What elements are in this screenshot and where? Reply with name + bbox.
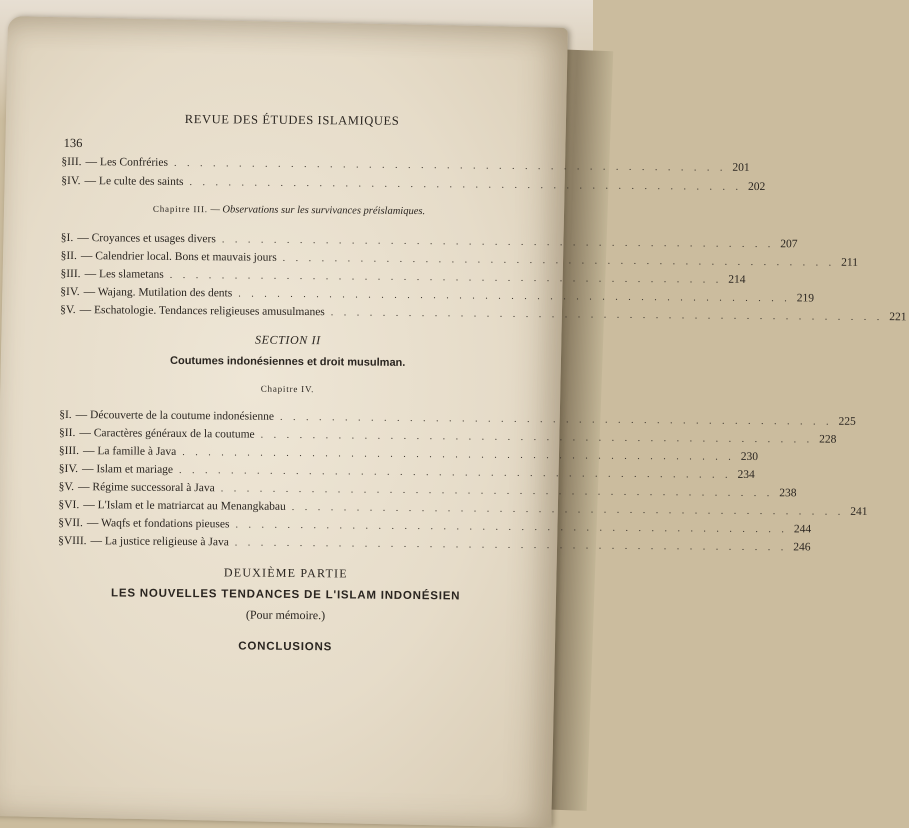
entry-page: 241 <box>850 505 868 518</box>
toc-entry <box>58 444 759 464</box>
chapter-title: — Observations sur les survivances préislamiques. <box>210 204 426 218</box>
entry-number: III. <box>66 267 81 281</box>
entry-number: III. <box>64 444 80 458</box>
entry-number: V. <box>65 303 76 317</box>
entry-number: I. <box>64 408 72 422</box>
dot-leader: . . . . . . . . . . . . . . . . . . . . . . . . . . . . . . . . . . . . . . . . . . . <box>179 464 732 481</box>
chapter-3-heading <box>39 203 539 218</box>
section-mark: § <box>59 426 65 439</box>
conclusions-heading: CONCLUSIONS <box>238 640 333 654</box>
entry-title: — Eschatologie. Tendances religieuses amusulmanes <box>79 304 325 319</box>
toc-entry <box>58 462 755 481</box>
chapter-4-heading <box>37 382 537 397</box>
chapter-label: Chapitre IV. <box>260 383 315 395</box>
entry-title: — Croyances et usages divers <box>77 232 216 246</box>
section-mark: § <box>60 249 67 262</box>
entry-page: 201 <box>732 161 750 174</box>
entry-page: 246 <box>793 541 811 554</box>
entry-page: 221 <box>889 311 907 324</box>
section-2-label: SECTION II <box>255 332 321 348</box>
section-mark: § <box>58 534 64 547</box>
entry-number: I. <box>66 231 74 245</box>
entry-page: 211 <box>841 256 859 269</box>
entry-number: V. <box>64 480 75 494</box>
toc-entry <box>59 408 856 428</box>
dot-leader: . . . . . . . . . . . . . . . . . . . . . . . . . . . . . . . . . . . . . . . . . . . <box>234 537 788 554</box>
toc-entry <box>60 285 815 305</box>
entry-number: IV. <box>66 285 80 299</box>
section-mark: § <box>60 285 67 298</box>
section-mark: § <box>60 267 67 280</box>
dot-leader: . . . . . . . . . . . . . . . . . . . . . . . . . . . . . . . . . . . . . . . . . . . <box>235 519 789 536</box>
entry-page: 244 <box>793 523 812 536</box>
dot-leader: . . . . . . . . . . . . . . . . . . . . . . . . . . . . . . . . . . . . . . . . . . . <box>220 483 774 500</box>
entry-page: 238 <box>779 487 797 500</box>
dot-leader: . . . . . . . . . . . . . . . . . . . . . . . . . . . . . . . . . . . . . . . . . . . <box>260 429 814 446</box>
section-mark: § <box>61 174 68 187</box>
dot-leader: . . . . . . . . . . . . . . . . . . . . . . . . . . . . . . . . . . . . . . . . . . . <box>330 307 884 324</box>
dot-leader: . . . . . . . . . . . . . . . . . . . . . . . . . . . . . . . . . . . . . . . . . . . <box>173 157 727 174</box>
part-2-label: DEUXIÈME PARTIE <box>223 565 348 581</box>
toc-entry <box>58 498 868 518</box>
running-head: REVUE DES ÉTUDES ISLAMIQUES <box>184 111 400 128</box>
section-mark: § <box>58 516 65 529</box>
toc-entry <box>61 155 750 174</box>
entry-title: — Découverte de la coutume indonésienne <box>75 409 275 423</box>
section-mark: § <box>58 444 65 457</box>
entry-title: — Islam et mariage <box>81 463 174 476</box>
dot-leader: . . . . . . . . . . . . . . . . . . . . . . . . . . . . . . . . . . . . . . . . . . . <box>221 234 775 251</box>
dot-leader: . . . . . . . . . . . . . . . . . . . . . . . . . . . . . . . . . . . . . . . . . . . <box>189 177 743 193</box>
entry-title: — Régime successoral à Java <box>78 481 215 495</box>
section-mark: § <box>60 303 66 316</box>
dot-leader: . . . . . . . . . . . . . . . . . . . . . . . . . . . . . . . . . . . . . . . . . . . <box>182 446 735 463</box>
entry-title: — Calendrier local. Bons et mauvais jours <box>80 250 277 264</box>
toc-entry <box>58 480 797 500</box>
page-number: 136 <box>63 135 83 151</box>
entry-title: — Les slametans <box>84 268 164 281</box>
entry-number: IV. <box>64 462 79 476</box>
toc-entry <box>61 174 766 194</box>
entry-title: — L'Islam et le matriarcat au Menangkabau <box>83 499 286 513</box>
entry-number: III. <box>67 155 82 169</box>
toc-entry <box>60 249 859 269</box>
entry-title: — La famille à Java <box>83 445 177 458</box>
toc-entry <box>60 231 798 251</box>
section-mark: § <box>58 462 65 475</box>
entry-title: — Wajang. Mutilation des dents <box>83 286 233 300</box>
entry-page: 214 <box>728 273 746 286</box>
dot-leader: . . . . . . . . . . . . . . . . . . . . . . . . . . . . . . . . . . . . . . . . . . . <box>291 501 845 518</box>
section-2-title: Coutumes indonésiennes et droit musulman. <box>170 354 406 369</box>
entry-page: 219 <box>796 292 815 305</box>
entry-title: — La justice religieuse à Java <box>90 535 229 549</box>
entry-title: — Le culte des saints <box>84 175 184 188</box>
toc-entry <box>60 267 746 286</box>
section-mark: § <box>58 480 65 493</box>
entry-page: 207 <box>780 238 798 251</box>
entry-page: 225 <box>838 415 856 428</box>
toc-entry <box>59 426 837 446</box>
entry-page: 228 <box>819 433 837 446</box>
dot-leader: . . . . . . . . . . . . . . . . . . . . . . . . . . . . . . . . . . . . . . . . . . . <box>279 411 833 428</box>
part-2-note: (Pour mémoire.) <box>245 607 326 623</box>
section-mark: § <box>60 231 67 244</box>
section-mark: § <box>59 408 66 421</box>
dot-leader: . . . . . . . . . . . . . . . . . . . . . . . . . . . . . . . . . . . . . . . . . . . <box>169 269 723 286</box>
entry-number: VII. <box>63 516 83 530</box>
toc-entry <box>58 534 811 554</box>
entry-page: 230 <box>740 450 759 464</box>
entry-number: II. <box>66 249 77 263</box>
entry-title: — Waqfs et fondations pieuses <box>86 517 230 531</box>
entry-number: VIII. <box>63 534 87 548</box>
dot-leader: . . . . . . . . . . . . . . . . . . . . . . . . . . . . . . . . . . . . . . . . . . . <box>282 252 836 269</box>
part-2-title: LES NOUVELLES TENDANCES DE L'ISLAM INDONÉSIEN <box>110 587 461 603</box>
entry-number: II. <box>64 426 76 440</box>
dot-leader: . . . . . . . . . . . . . . . . . . . . . . . . . . . . . . . . . . . . . . . . . . . <box>238 288 791 305</box>
section-mark: § <box>61 155 68 168</box>
toc-entry <box>58 516 812 536</box>
entry-number: VI. <box>64 498 80 512</box>
entry-page: 202 <box>748 180 766 194</box>
entry-title: — Caractères généraux de la coutume <box>79 427 255 441</box>
entry-number: IV. <box>66 174 81 188</box>
section-mark: § <box>58 498 65 511</box>
entry-page: 234 <box>737 468 755 481</box>
entry-title: — Les Confréries <box>85 156 169 169</box>
chapter-label: Chapitre III. <box>152 203 208 215</box>
toc-entry <box>60 303 907 324</box>
